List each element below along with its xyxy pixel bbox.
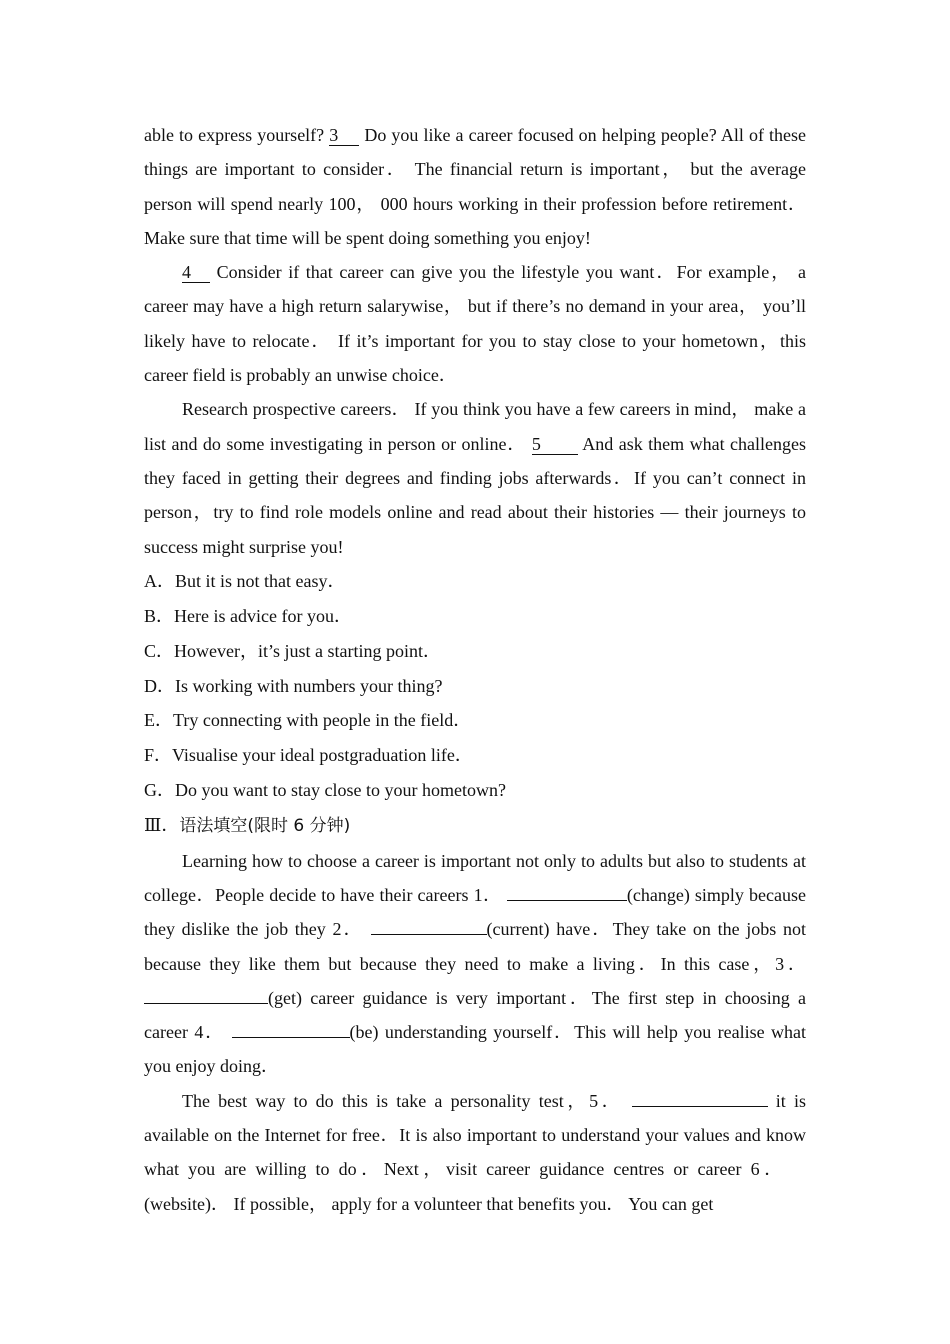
grammar-blank-6 [796, 1157, 806, 1175]
grammar-blank-3 [144, 985, 268, 1004]
passage-paragraph-1 [144, 118, 806, 255]
text-run: Do you like a career focused on helping people? All of these things are important to consider． The financial return is important， but the average person will spend nearly 100， 000 hours working in their profession before retirement．Make sure that time will be spent doing something you enjoy! [144, 125, 807, 248]
section-title: 语法填空 [179, 816, 248, 837]
text-run: (be) understanding yourself．This will help you realise what you enjoy doing． [144, 1022, 806, 1077]
text-run: (website)． If possible， apply for a volunteer that benefits you． You can get [144, 1193, 714, 1214]
grammar-blank-4 [232, 1019, 350, 1038]
document-page [144, 118, 806, 1221]
grammar-blank-1 [507, 882, 627, 901]
text-run: The best way to do this is take a personality test，5． [182, 1090, 624, 1111]
option-b: B．Here is advice for you． [144, 605, 352, 626]
text-run: (get) career guidance is very important．The first step in choosing a career 4． [144, 987, 806, 1043]
section-heading [144, 808, 806, 844]
passage-paragraph-3 [144, 392, 806, 563]
answer-blank-3: 3 [329, 125, 359, 146]
text-run: And ask them what challenges they faced in getting their degrees and finding jobs afterwards．If you can’t connect in person，try to find role models online and read about their histories — their journeys to success might surprise you! [144, 433, 806, 557]
option-e: E．Try connecting with people in the field． [144, 710, 472, 731]
text-run: (current) have．They take on the jobs not because they like them but because they need to make a living．In this case，3． [144, 919, 807, 974]
text-run: it is available on the Internet for free．It is also important to understand your values and know what you are willing to do．Next，visit career guidance centres or career 6． [144, 1090, 806, 1180]
option-f: F．Visualise your ideal postgraduation life． [144, 745, 473, 766]
option-c: C．However，it’s just a starting point． [144, 640, 441, 661]
text-run: Consider if that career can give you the lifestyle you want．For example， a career may have a high return salarywise， but if there’s no demand in your area， you’ll likely have to relocate． If it’s important for you to stay close to your hometown，this career field is probably an unwise choice． [144, 262, 806, 386]
grammar-paragraph-1 [144, 844, 806, 1084]
passage-paragraph-2 [144, 255, 806, 392]
option-g: G．Do you want to stay close to your hometown? [144, 780, 506, 801]
text-run: Research prospective careers． If you think you have a few careers in mind， make a list and do some investigating in person or online． [144, 399, 806, 454]
option-a: A．But it is not that easy． [144, 570, 346, 591]
options-list [144, 564, 806, 808]
text-run: (change) simply because they dislike the job they 2． [144, 885, 806, 940]
answer-blank-4: 4 [182, 262, 210, 283]
grammar-paragraph-2 [144, 1084, 806, 1221]
grammar-blank-5 [632, 1088, 768, 1107]
grammar-blank-2 [371, 916, 487, 935]
answer-blank-5: 5 [532, 434, 578, 455]
text-run: able to express yourself? [144, 125, 330, 145]
text-run: Learning how to choose a career is important not only to adults but also to students at college．People decide to have their careers 1． [144, 850, 806, 905]
section-number: Ⅲ． [144, 815, 180, 836]
section-time-limit: (限时 6 分钟) [247, 816, 351, 837]
option-d: D．Is working with numbers your thing? [144, 675, 443, 696]
